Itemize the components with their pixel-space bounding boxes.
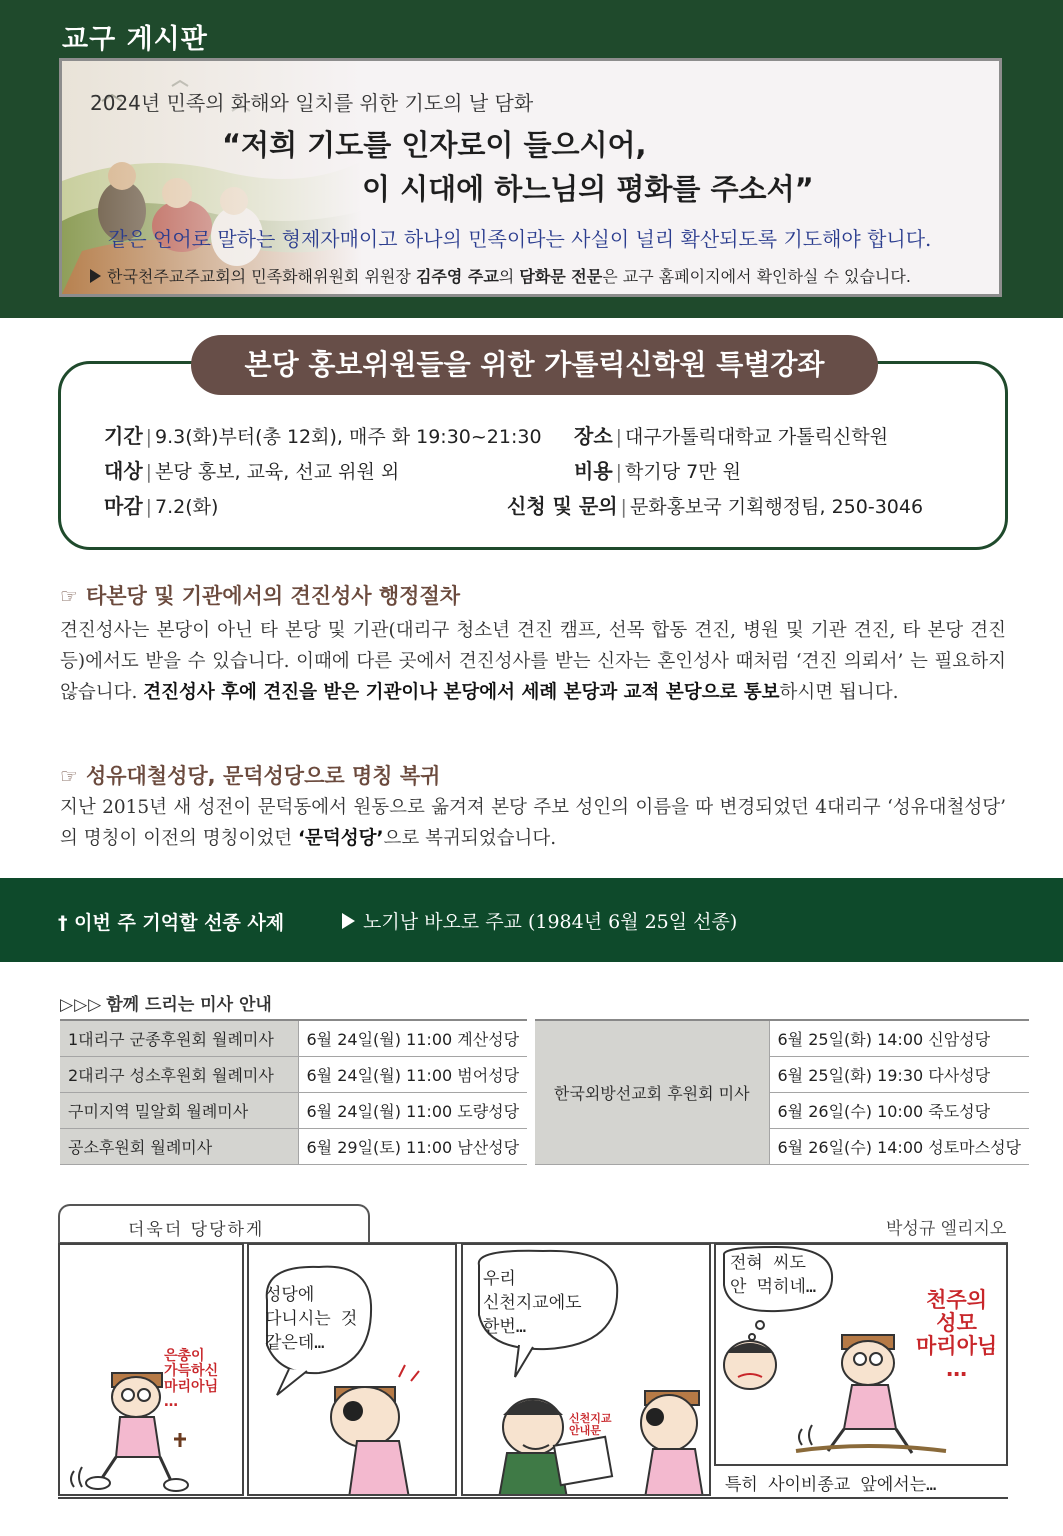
separator: | xyxy=(145,496,153,518)
notice2-text: 으로 복귀되었습니다. xyxy=(383,828,557,849)
deadline-value: 7.2(화) xyxy=(155,496,219,518)
board-subtitle: 2024년 민족의 화해와 일치를 위한 기도의 날 담화 xyxy=(90,91,534,115)
mass-when: 6월 25일(화) 14:00 신암성당 xyxy=(769,1020,1029,1056)
lecture-fee xyxy=(574,455,741,484)
notice2-body xyxy=(60,792,1006,854)
mass-name: 한국외방선교회 후원회 미사 xyxy=(535,1020,769,1164)
separator: | xyxy=(620,496,627,518)
notice1-text: 견진성사는 본당이 아닌 타 본당 및 기관(대리구 청소년 견진 캠프, 선목 합동 견진, 병원 및 기관 견진, 타 본당 견진 등)에서도 받을 수 있습니다. 이때에 다른 곳에서 견진성사를 받는 신자는 혼인성사 때처럼 ‘견진 의뢰서’ 는 필요하지 않습니다. xyxy=(60,620,1006,703)
separator: | xyxy=(615,461,623,483)
notice1-body xyxy=(60,615,1006,708)
comic-title: 더욱더 당당하게 xyxy=(128,1220,265,1240)
separator: | xyxy=(145,461,153,483)
target-label: 대상 xyxy=(104,459,143,483)
table-row xyxy=(60,1056,527,1092)
table-row xyxy=(535,1020,1029,1056)
board-note xyxy=(90,264,911,287)
comic-panel-3 xyxy=(461,1243,711,1496)
panel3-book-label xyxy=(569,1413,612,1437)
panel1-red-text xyxy=(164,1349,218,1411)
note-text: 은 교구 홈페이지에서 확인하실 수 있습니다. xyxy=(602,267,911,286)
comic-author: 박성규 엘리지오 xyxy=(886,1219,1007,1239)
lecture-place xyxy=(574,420,888,449)
deadline-label: 마감 xyxy=(104,494,143,518)
triple-triangle-icon: ▷▷▷ xyxy=(60,995,103,1015)
mass-title xyxy=(60,990,272,1015)
pointing-hand-icon: ☞ xyxy=(60,584,78,608)
notice1-title: 타본당 및 기관에서의 견진성사 행정절차 xyxy=(85,584,461,608)
fee-label: 비용 xyxy=(574,459,613,483)
separator: | xyxy=(615,426,623,448)
comic-title-tab xyxy=(58,1204,370,1244)
mass-name: 구미지역 밀알회 월례미사 xyxy=(60,1092,298,1128)
mass-when: 6월 26일(수) 14:00 성토마스성당 xyxy=(769,1128,1029,1164)
period-label: 기간 xyxy=(104,424,143,448)
lecture-deadline xyxy=(104,490,218,519)
contact-label: 신청 및 문의 xyxy=(507,494,618,518)
contact-value: 문화홍보국 기획행정팀, 250-3046 xyxy=(629,496,924,518)
panel4-red-text xyxy=(916,1289,997,1381)
memorial-value-wrap xyxy=(342,907,737,934)
note-text: 한국천주교주교회의 민족화해위원회 위원장 xyxy=(107,267,416,286)
panel3-bubble-line: 우리 신천지교에도 한번… xyxy=(483,1269,582,1337)
mass-table-left xyxy=(60,1019,527,1165)
board-panel xyxy=(59,58,1002,297)
board-quote-line2: 이 시대에 하느님의 평화를 주소서” xyxy=(362,172,814,206)
board-quote-line1: “저희 기도를 인자로이 들으시어, xyxy=(222,128,647,162)
panel1-red-line: 은총이 가득하신 마리아님 … xyxy=(164,1348,219,1411)
panel2-bubble-line: 성당에 다니시는 것 같은데… xyxy=(265,1285,358,1353)
panel4-bubble xyxy=(730,1251,816,1299)
triangle-bullet-icon xyxy=(342,913,355,929)
target-value: 본당 홍보, 교육, 선교 위원 외 xyxy=(155,461,400,483)
note-full-text: 담화문 전문 xyxy=(519,267,603,286)
mass-when: 6월 29일(토) 11:00 남산성당 xyxy=(298,1128,527,1164)
mass-when: 6월 24일(월) 11:00 범어성당 xyxy=(298,1056,527,1092)
comic-panel-2 xyxy=(247,1243,457,1496)
board-title: 교구 게시판 xyxy=(62,24,208,55)
notice2-text: 지난 2015년 새 성전이 문덕동에서 원동으로 옮겨져 본당 주보 성인의 이름을 따 변경되었던 4대리구 ‘성유대철성당’ 의 명칭이 이전의 명칭이었던 xyxy=(60,797,1006,849)
lecture-target xyxy=(104,455,399,484)
memorial-bar xyxy=(0,878,1063,962)
comic-panel-1 xyxy=(58,1243,244,1496)
memorial-label: † 이번 주 기억할 선종 사제 xyxy=(58,912,285,934)
notice2-title: 성유대철성당, 문덕성당으로 명칭 복귀 xyxy=(85,764,441,788)
table-row xyxy=(60,1092,527,1128)
mass-when: 6월 26일(수) 10:00 죽도성당 xyxy=(769,1092,1029,1128)
panel3-book-line: 신천지교 안내문 xyxy=(569,1412,612,1438)
fee-value: 학기당 7만 원 xyxy=(625,461,741,483)
note-text: 의 xyxy=(498,267,520,286)
table-row xyxy=(60,1128,527,1164)
panel3-bubble xyxy=(483,1267,582,1339)
board-tab xyxy=(0,0,258,60)
notice2-heading xyxy=(60,760,440,790)
place-value: 대구가톨릭대학교 가톨릭신학원 xyxy=(625,426,889,448)
table-row xyxy=(60,1020,527,1056)
memorial-value: 노기남 바오로 주교 (1984년 6월 25일 선종) xyxy=(363,911,738,933)
lecture-title: 본당 홍보위원들을 위한 가톨릭신학원 특별강좌 xyxy=(191,335,878,395)
board-blue-line: 같은 언어로 말하는 형제자매이고 하나의 민족이라는 사실이 널리 확산되도록 기도해야 합니다. xyxy=(108,227,932,251)
place-label: 장소 xyxy=(574,424,613,448)
triangle-bullet-icon xyxy=(90,269,101,283)
mass-when: 6월 24일(월) 11:00 계산성당 xyxy=(298,1020,527,1056)
panel4-caption: 특히 사이비종교 앞에서는… xyxy=(725,1475,937,1495)
notice1-text: 하시면 됩니다. xyxy=(779,682,899,703)
mass-when: 6월 24일(월) 11:00 도량성당 xyxy=(298,1092,527,1128)
panel4-bubble-line: 전혀 씨도 안 먹히네… xyxy=(730,1253,817,1297)
panel2-bubble xyxy=(265,1283,357,1355)
notice1-emphasis: 견진성사 후에 견진을 받은 기관이나 본당에서 세례 본당과 교적 본당으로 통보 xyxy=(143,682,780,703)
pointing-hand-icon: ☞ xyxy=(60,764,78,788)
period-value: 9.3(화)부터(총 12회), 매주 화 19:30~21:30 xyxy=(155,426,542,448)
lecture-contact xyxy=(507,490,923,519)
comic-panel-4 xyxy=(714,1243,1008,1466)
notice2-emphasis: ‘문덕성당’ xyxy=(297,828,384,849)
notice1-heading xyxy=(60,580,460,610)
mass-name: 공소후원회 월례미사 xyxy=(60,1128,298,1164)
lecture-period xyxy=(104,420,542,449)
mass-title-text: 함께 드리는 미사 안내 xyxy=(106,995,272,1015)
mass-table-right xyxy=(535,1019,1029,1165)
mass-name: 1대리구 군종후원회 월례미사 xyxy=(60,1020,298,1056)
note-bishop: 김주영 주교 xyxy=(415,267,499,286)
panel4-red-line: 천주의 성모 마리아님 … xyxy=(916,1288,998,1382)
mass-when: 6월 25일(화) 19:30 다사성당 xyxy=(769,1056,1029,1092)
separator: | xyxy=(145,426,153,448)
mass-name: 2대리구 성소후원회 월례미사 xyxy=(60,1056,298,1092)
comic-bottom-rule xyxy=(58,1497,1008,1499)
